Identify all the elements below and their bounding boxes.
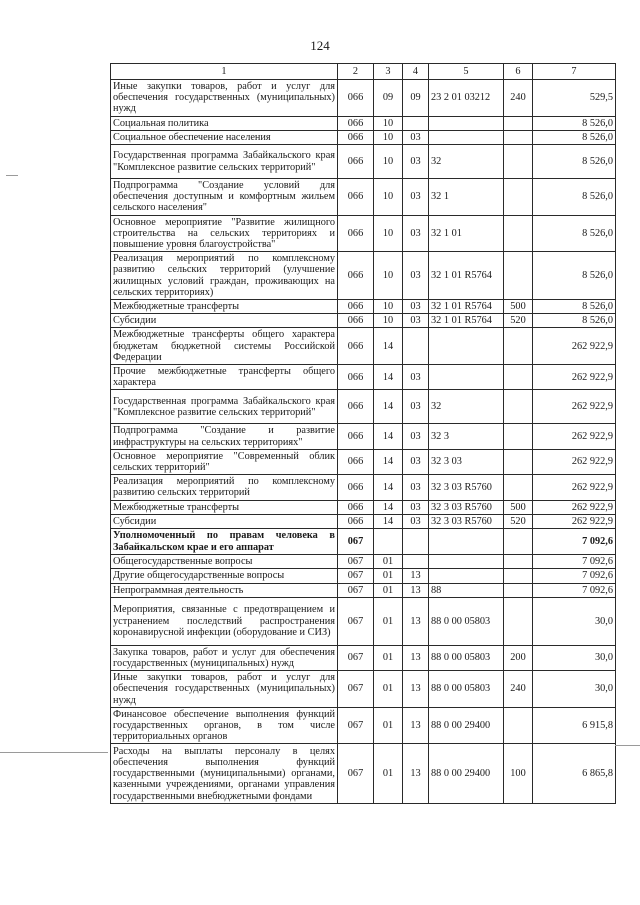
cell-name: Субсидии [111,514,338,528]
table-row [111,215,616,252]
cell-target-article [429,130,504,144]
table-row [111,569,616,583]
cell-name: Социальное обеспечение населения [111,130,338,144]
cell-name: Основное мероприятие "Современный облик сельских территорий" [111,449,338,474]
cell-target-article: 32 3 03 R5760 [429,500,504,514]
cell-expense-type: 500 [504,500,533,514]
cell-name: Финансовое обеспечение выполнения функций государственных органов, в том числе территориальных органов [111,707,338,744]
cell-amount: 8 526,0 [533,215,616,252]
cell-amount: 7 092,6 [533,583,616,597]
table-row [111,671,616,708]
cell-ministry-code: 066 [338,130,374,144]
table-row [111,314,616,328]
cell-section-code: 10 [374,145,403,179]
cell-expense-type: 200 [504,645,533,670]
cell-subsection-code: 03 [403,130,429,144]
cell-target-article: 32 1 01 R5764 [429,300,504,314]
table-row [111,390,616,424]
cell-ministry-code: 066 [338,328,374,365]
cell-name: Реализация мероприятий по комплексному развитию сельских территорий [111,475,338,500]
table-row [111,300,616,314]
cell-subsection-code: 13 [403,569,429,583]
cell-expense-type [504,707,533,744]
cell-expense-type [504,365,533,390]
table-row [111,80,616,117]
cell-amount: 8 526,0 [533,300,616,314]
cell-ministry-code: 066 [338,252,374,300]
cell-section-code: 01 [374,645,403,670]
cell-amount: 7 092,6 [533,555,616,569]
cell-ministry-code: 066 [338,475,374,500]
cell-subsection-code: 13 [403,671,429,708]
cell-name: Государственная программа Забайкальского края "Комплексное развитие сельских территорий" [111,145,338,179]
cell-subsection-code: 03 [403,424,429,449]
cell-ministry-code: 067 [338,645,374,670]
budget-table [110,63,616,804]
table-row [111,449,616,474]
cell-section-code: 01 [374,555,403,569]
cell-target-article: 88 0 00 29400 [429,744,504,804]
cell-name: Основное мероприятие "Развитие жилищного строительства на сельских территориях и повышение уровня благоустройства" [111,215,338,252]
cell-ministry-code: 066 [338,390,374,424]
cell-target-article: 88 0 00 29400 [429,707,504,744]
cell-name: Иные закупки товаров, работ и услуг для обеспечения государственных (муниципальных) нужд [111,671,338,708]
cell-subsection-code: 03 [403,215,429,252]
cell-section-code: 01 [374,597,403,645]
cell-target-article: 32 3 [429,424,504,449]
cell-subsection-code: 03 [403,365,429,390]
table-header-row [111,64,616,80]
cell-name: Подпрограмма "Создание условий для обеспечения доступным и комфортным жильем сельского населения" [111,179,338,216]
cell-expense-type [504,555,533,569]
cell-name: Другие общегосударственные вопросы [111,569,338,583]
header-cell: 5 [429,64,504,80]
cell-target-article: 32 [429,145,504,179]
cell-ministry-code: 067 [338,583,374,597]
scan-artifact [615,745,640,746]
cell-ministry-code: 066 [338,80,374,117]
cell-amount: 262 922,9 [533,514,616,528]
cell-expense-type: 520 [504,314,533,328]
cell-target-article: 88 0 00 05803 [429,671,504,708]
cell-ministry-code: 067 [338,529,374,555]
cell-section-code: 01 [374,744,403,804]
cell-expense-type [504,569,533,583]
cell-expense-type [504,328,533,365]
cell-amount: 6 915,8 [533,707,616,744]
cell-subsection-code: 09 [403,80,429,117]
cell-section-code: 10 [374,116,403,130]
cell-ministry-code: 066 [338,145,374,179]
cell-amount: 8 526,0 [533,116,616,130]
header-cell: 1 [111,64,338,80]
cell-target-article: 32 1 01 R5764 [429,252,504,300]
cell-expense-type: 500 [504,300,533,314]
table-row [111,555,616,569]
cell-name: Государственная программа Забайкальского края "Комплексное развитие сельских территорий" [111,390,338,424]
cell-subsection-code: 03 [403,252,429,300]
cell-section-code: 14 [374,365,403,390]
cell-expense-type [504,215,533,252]
cell-subsection-code [403,529,429,555]
cell-name: Межбюджетные трансферты общего характера бюджетам бюджетной системы Российской Федерации [111,328,338,365]
cell-target-article: 32 3 03 [429,449,504,474]
header-cell: 3 [374,64,403,80]
cell-name: Непрограммная деятельность [111,583,338,597]
cell-amount: 262 922,9 [533,328,616,365]
cell-ministry-code: 067 [338,555,374,569]
cell-amount: 8 526,0 [533,179,616,216]
table-row [111,145,616,179]
cell-expense-type: 100 [504,744,533,804]
cell-section-code: 14 [374,514,403,528]
cell-expense-type [504,390,533,424]
cell-amount: 7 092,6 [533,529,616,555]
cell-subsection-code: 03 [403,300,429,314]
cell-section-code: 10 [374,252,403,300]
cell-section-code: 10 [374,215,403,252]
cell-amount: 262 922,9 [533,475,616,500]
cell-section-code: 14 [374,328,403,365]
cell-name: Реализация мероприятий по комплексному развитию сельских территорий (улучшение жилищных условий граждан, проживающих на сельских территориях) [111,252,338,300]
cell-section-code: 09 [374,80,403,117]
cell-subsection-code: 13 [403,707,429,744]
cell-ministry-code: 066 [338,424,374,449]
table-row [111,475,616,500]
cell-section-code: 10 [374,179,403,216]
cell-expense-type [504,449,533,474]
cell-expense-type [504,179,533,216]
cell-ministry-code: 066 [338,314,374,328]
cell-expense-type: 240 [504,80,533,117]
cell-subsection-code: 03 [403,145,429,179]
cell-section-code: 14 [374,500,403,514]
cell-section-code: 10 [374,300,403,314]
cell-target-article [429,328,504,365]
cell-amount: 8 526,0 [533,314,616,328]
cell-expense-type [504,116,533,130]
cell-expense-type [504,424,533,449]
table-row [111,130,616,144]
cell-ministry-code: 067 [338,744,374,804]
cell-ministry-code: 067 [338,597,374,645]
cell-target-article [429,365,504,390]
cell-expense-type [504,583,533,597]
cell-section-code [374,529,403,555]
cell-target-article: 23 2 01 03212 [429,80,504,117]
cell-subsection-code [403,555,429,569]
cell-ministry-code: 067 [338,569,374,583]
cell-target-article: 32 [429,390,504,424]
table-row [111,365,616,390]
cell-amount: 6 865,8 [533,744,616,804]
cell-ministry-code: 066 [338,449,374,474]
header-cell: 7 [533,64,616,80]
cell-subsection-code: 13 [403,744,429,804]
cell-expense-type [504,475,533,500]
cell-subsection-code: 13 [403,583,429,597]
cell-name: Межбюджетные трансферты [111,300,338,314]
scan-artifact [6,175,18,176]
cell-section-code: 14 [374,390,403,424]
cell-ministry-code: 066 [338,300,374,314]
table-row [111,500,616,514]
cell-name: Уполномоченный по правам человека в Забайкальском крае и его аппарат [111,529,338,555]
header-cell: 6 [504,64,533,80]
cell-amount: 7 092,6 [533,569,616,583]
cell-name: Прочие межбюджетные трансферты общего характера [111,365,338,390]
cell-subsection-code: 13 [403,597,429,645]
cell-ministry-code: 066 [338,514,374,528]
table-row [111,707,616,744]
cell-section-code: 14 [374,449,403,474]
table-row [111,583,616,597]
cell-ministry-code: 066 [338,116,374,130]
cell-target-article: 32 3 03 R5760 [429,514,504,528]
header-cell: 4 [403,64,429,80]
cell-name: Общегосударственные вопросы [111,555,338,569]
page-number: 124 [310,38,330,53]
cell-section-code: 14 [374,424,403,449]
cell-amount: 30,0 [533,671,616,708]
cell-section-code: 01 [374,707,403,744]
table-row [111,328,616,365]
cell-target-article: 32 1 01 R5764 [429,314,504,328]
cell-ministry-code: 067 [338,671,374,708]
cell-target-article: 32 3 03 R5760 [429,475,504,500]
cell-name: Расходы на выплаты персоналу в целях обеспечения выполнения функций государственными (муниципальными) органами, казенными учреждениями, органами управления государственными внебюджетными фондами [111,744,338,804]
cell-section-code: 10 [374,130,403,144]
cell-target-article: 88 0 00 05803 [429,597,504,645]
cell-name: Социальная политика [111,116,338,130]
cell-subsection-code: 03 [403,514,429,528]
table-row [111,252,616,300]
cell-subsection-code: 03 [403,475,429,500]
cell-name: Подпрограмма "Создание и развитие инфраструктуры на сельских территориях" [111,424,338,449]
cell-target-article [429,116,504,130]
cell-expense-type [504,130,533,144]
cell-amount: 262 922,9 [533,500,616,514]
cell-section-code: 14 [374,475,403,500]
cell-subsection-code: 03 [403,314,429,328]
cell-name: Межбюджетные трансферты [111,500,338,514]
cell-amount: 8 526,0 [533,145,616,179]
cell-subsection-code: 03 [403,449,429,474]
cell-amount: 8 526,0 [533,130,616,144]
cell-subsection-code [403,116,429,130]
cell-expense-type: 240 [504,671,533,708]
cell-section-code: 01 [374,569,403,583]
cell-section-code: 01 [374,671,403,708]
table-row [111,744,616,804]
cell-name: Субсидии [111,314,338,328]
cell-subsection-code: 03 [403,179,429,216]
cell-expense-type: 520 [504,514,533,528]
cell-expense-type [504,597,533,645]
cell-ministry-code: 066 [338,500,374,514]
cell-subsection-code [403,328,429,365]
cell-expense-type [504,529,533,555]
cell-target-article: 32 1 01 [429,215,504,252]
cell-subsection-code: 03 [403,390,429,424]
cell-amount: 262 922,9 [533,365,616,390]
cell-amount: 262 922,9 [533,449,616,474]
cell-ministry-code: 067 [338,707,374,744]
cell-target-article [429,529,504,555]
cell-expense-type [504,252,533,300]
table-body [111,80,616,804]
cell-name: Закупка товаров, работ и услуг для обеспечения государственных (муниципальных) нужд [111,645,338,670]
cell-subsection-code: 03 [403,500,429,514]
cell-ministry-code: 066 [338,179,374,216]
cell-section-code: 01 [374,583,403,597]
cell-amount: 529,5 [533,80,616,117]
cell-name: Мероприятия, связанные с предотвращением и устранением последствий распространения коронавирусной инфекции (оборудование и СИЗ) [111,597,338,645]
cell-amount: 30,0 [533,645,616,670]
table-row [111,529,616,555]
cell-target-article: 88 0 00 05803 [429,645,504,670]
table-row [111,116,616,130]
cell-target-article: 32 1 [429,179,504,216]
scan-artifact [0,752,108,753]
cell-name: Иные закупки товаров, работ и услуг для обеспечения государственных (муниципальных) нужд [111,80,338,117]
cell-ministry-code: 066 [338,365,374,390]
cell-target-article: 88 [429,583,504,597]
cell-amount: 262 922,9 [533,390,616,424]
cell-amount: 30,0 [533,597,616,645]
cell-target-article [429,555,504,569]
cell-amount: 262 922,9 [533,424,616,449]
cell-target-article [429,569,504,583]
table-row [111,514,616,528]
table-row [111,597,616,645]
cell-subsection-code: 13 [403,645,429,670]
cell-expense-type [504,145,533,179]
table-row [111,179,616,216]
table-row [111,645,616,670]
table-row [111,424,616,449]
cell-ministry-code: 066 [338,215,374,252]
cell-section-code: 10 [374,314,403,328]
header-cell: 2 [338,64,374,80]
cell-amount: 8 526,0 [533,252,616,300]
